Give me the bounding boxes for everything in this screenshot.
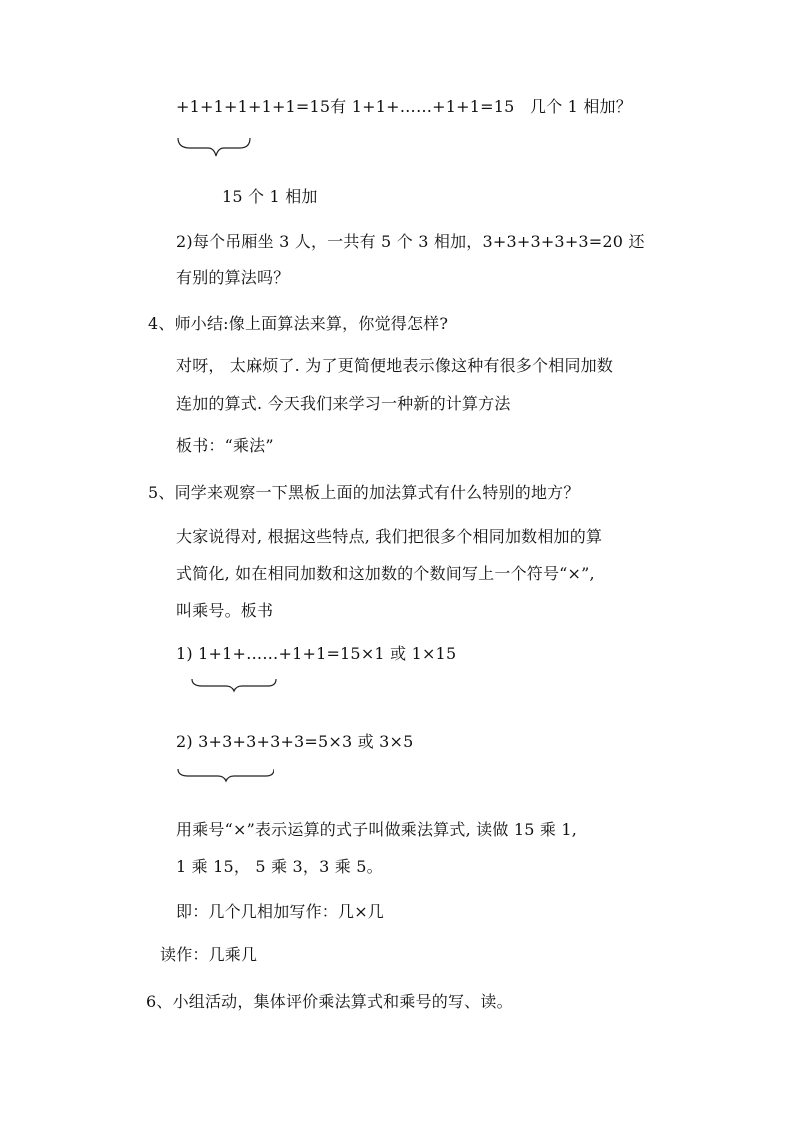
line-12: 叫乘号。板书 [176, 601, 274, 620]
line-18: 读作：几乘几 [160, 945, 258, 964]
line-17: 即：几个几相加写作：几×几 [176, 902, 385, 921]
line-16: 1 乘 15， 5 乘 3，3 乘 5。 [176, 857, 383, 876]
line-7: 连加的算式. 今天我们来学习一种新的计算方法 [176, 394, 511, 413]
underbrace-1 [174, 134, 264, 158]
line-2: 15 个 1 相加 [222, 187, 318, 206]
line-6: 对呀， 太麻烦了. 为了更简便地表示像这种有很多个相同加数 [176, 356, 614, 375]
line-1: +1+1+1+1+1=15有 1+1+……+1+1=15 [176, 97, 515, 116]
line-8: 板书：“乘法” [176, 436, 274, 455]
line-10: 大家说得对, 根据这些特点, 我们把很多个相同加数相加的算 [176, 527, 603, 546]
line-1-question: 几个 1 相加？ [530, 97, 632, 116]
line-4: 有别的算法吗？ [176, 268, 290, 287]
line-13: 1) 1+1+……+1+1=15×1 或 1×15 [176, 644, 457, 663]
line-9: 5、同学来观察一下黑板上面的加法算式有什么特别的地方？ [148, 483, 580, 502]
line-19: 6、小组活动，集体评价乘法算式和乘号的写、读。 [146, 992, 513, 1011]
line-3: 2)每个吊厢坐 3 人，一共有 5 个 3 相加，3+3+3+3+3=20 还 [176, 232, 645, 251]
line-11: 式简化, 如在相同加数和这加数的个数间写上一个符号“×”, [176, 564, 595, 583]
line-5: 4、师小结:像上面算法来算，你觉得怎样? [148, 314, 449, 333]
line-14: 2) 3+3+3+3+3=5×3 或 3×5 [176, 732, 414, 751]
underbrace-3 [174, 766, 274, 784]
line-15: 用乘号“×”表示运算的式子叫做乘法算式, 读做 15 乘 1, [176, 820, 578, 839]
underbrace-2 [188, 676, 288, 694]
